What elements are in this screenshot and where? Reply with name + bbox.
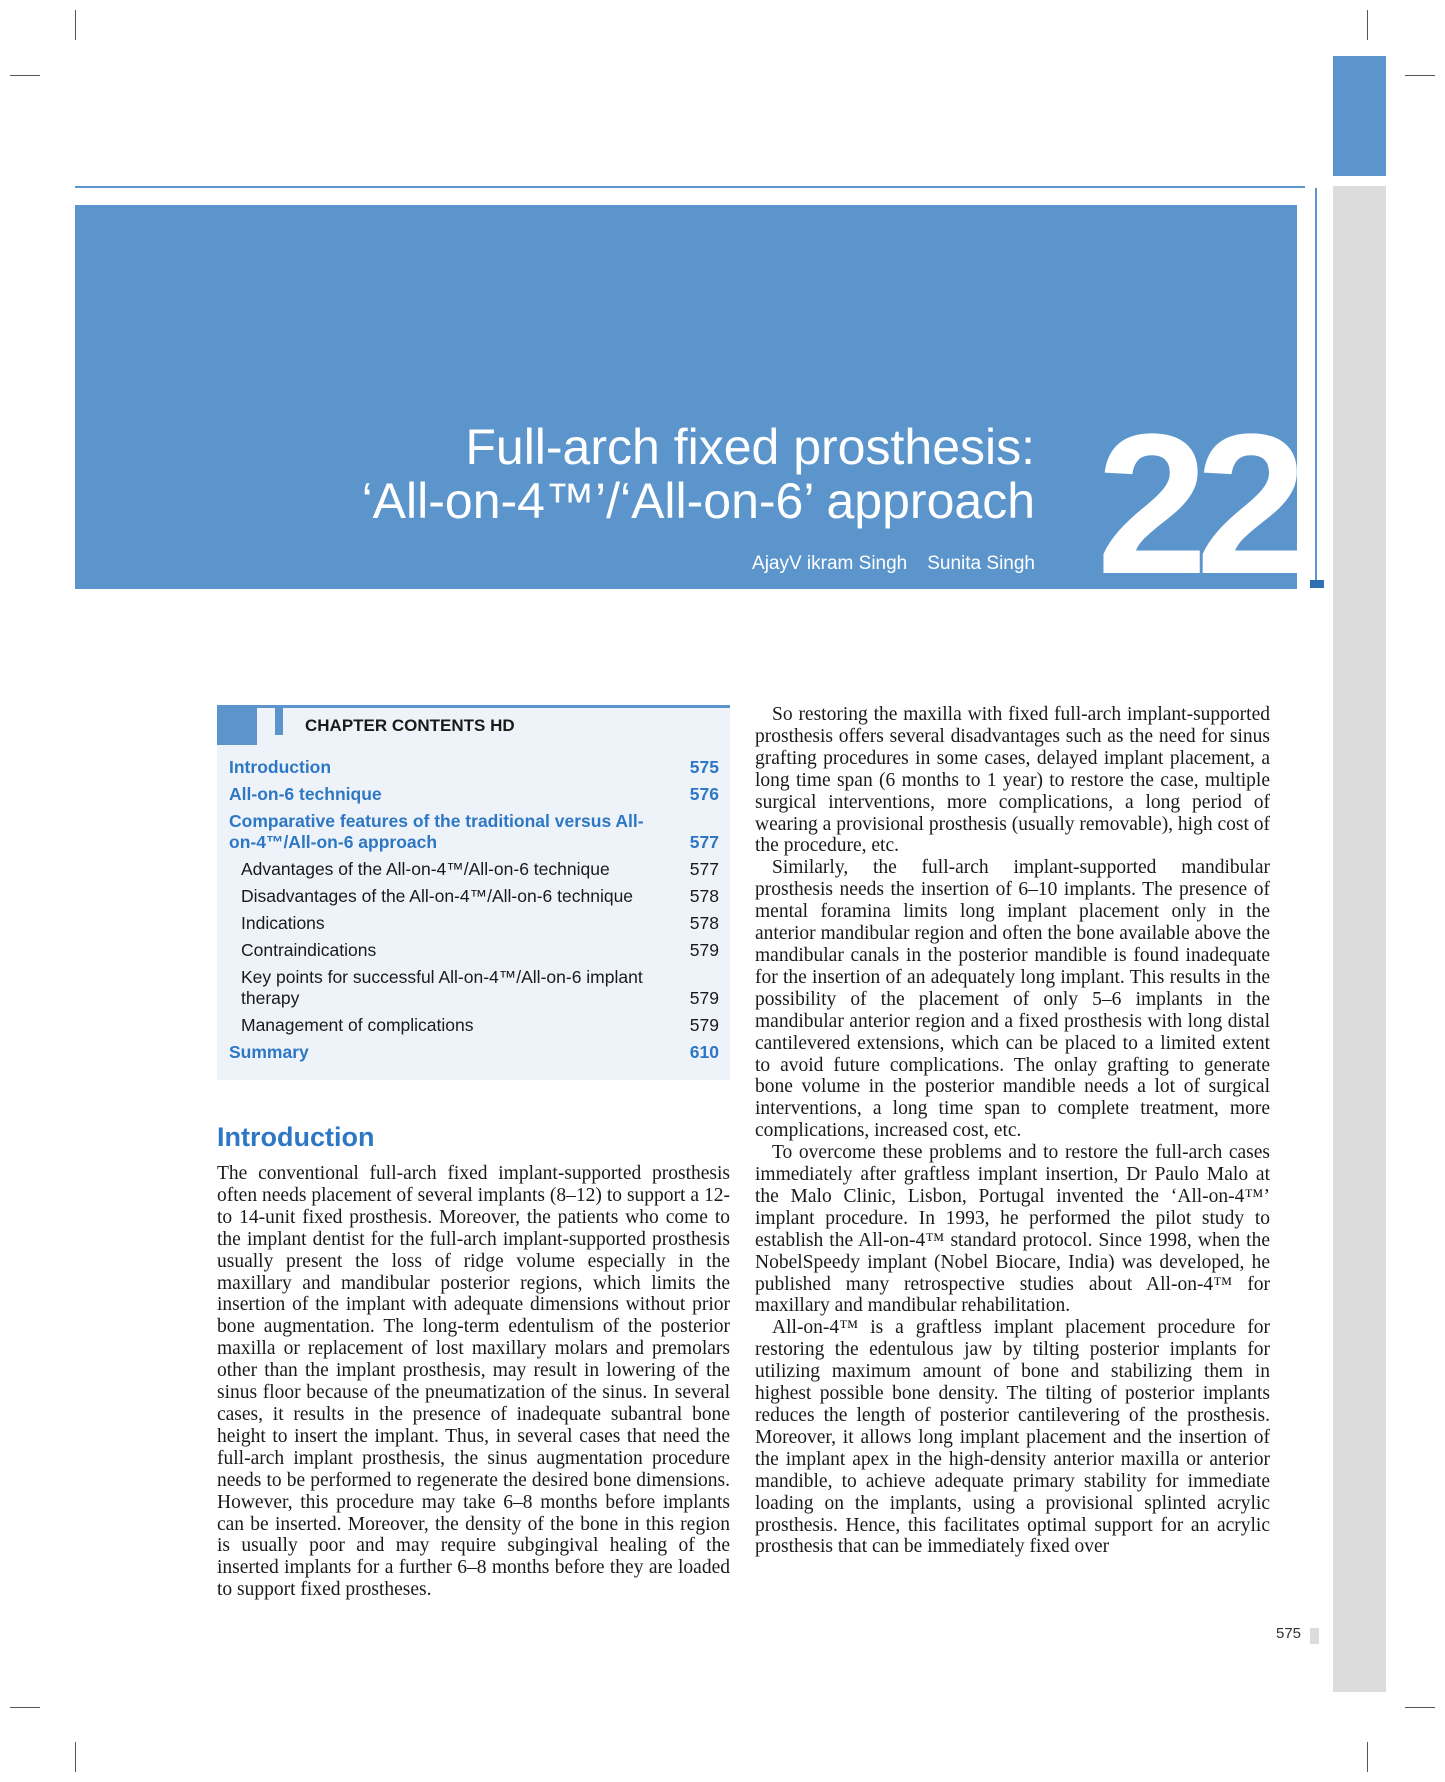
crop-mark: [1367, 10, 1368, 40]
body-paragraph: All-on-4™ is a graftless implant placement procedure for restoring the edentulous jaw by tilting posterior implants for utilizing maximum amount of bone and stabilizing them in highest possible bone density. The tilting of posterior implants reduces the length of posterior cantilevering of the prosthesis. Moreover, it allows long implant placement and the insertion of the implant apex in the high-density anterior maxilla or anterior mandible, to achieve adequate primary stability for immediate loading on the implants, using a provisional splinted acrylic prosthesis. Hence, this facilitates optimal support for an acrylic prosthesis that can be immediately fixed over: [755, 1317, 1270, 1558]
banner-marker: [1310, 580, 1324, 588]
chapter-contents-box: [217, 705, 730, 1080]
toc-entry-introduction[interactable]: Introduction 575: [229, 757, 719, 777]
chapter-title-line-2: ‘All-on-4™’/‘All-on-6’ approach: [361, 473, 1035, 529]
crop-mark: [10, 75, 40, 76]
contents-list: [229, 757, 719, 1069]
left-column: [217, 1163, 730, 1601]
contents-heading: CHAPTER CONTENTS HD: [305, 716, 515, 735]
chapter-title: [362, 420, 1035, 528]
toc-entry-comparative-features[interactable]: Comparative features of the traditional versus All-on-4™/All-on-6 approach 577: [229, 811, 719, 852]
header-rule: [75, 186, 1305, 188]
author-name: AjayV ikram Singh: [752, 553, 908, 574]
banner-vertical-rule: [1315, 188, 1317, 580]
author-name: Sunita Singh: [927, 553, 1035, 574]
body-paragraph: Similarly, the full-arch implant-supported mandibular prosthesis needs the insertion of 6–10 implants. The presence of mental foramina limits long implant placement only in the anterior mandibular region and often the bone available above the mandibular canals in the posterior mandible is found inadequate for the insertion of an adequately long implant. This results in the possibility of the placement of only 5–6 implants in the mandibular anterior region and a fixed prosthesis with long distal cantilevered extensions, which can be placed to a limited extent to avoid future complications. The onlay grafting to generate bone volume in the posterior mandible needs a lot of surgical interventions, a long time span to complete treatment, more complications, increased cost, etc.: [755, 857, 1270, 1142]
folio-marker: [1310, 1628, 1319, 1644]
crop-mark: [1405, 75, 1435, 76]
toc-entry-management-of-complications[interactable]: Management of complications 579: [241, 1015, 719, 1035]
contents-tab-bar: [275, 705, 283, 735]
chapter-number: 22: [1096, 393, 1295, 616]
contents-tab-block: [217, 705, 257, 745]
toc-entry-advantages[interactable]: Advantages of the All-on-4™/All-on-6 technique 577: [241, 859, 719, 879]
chapter-tab: [1333, 56, 1386, 176]
page-number: 575: [1276, 1625, 1302, 1642]
crop-mark: [1367, 1742, 1368, 1772]
chapter-authors: [752, 553, 1035, 575]
right-column: [755, 704, 1270, 1558]
toc-entry-indications[interactable]: Indications 578: [241, 913, 719, 933]
toc-entry-disadvantages[interactable]: Disadvantages of the All-on-4™/All-on-6 technique 578: [241, 886, 719, 906]
section-heading-introduction: Introduction: [217, 1122, 375, 1152]
toc-entry-contraindications[interactable]: Contraindications 579: [241, 940, 719, 960]
chapter-banner: [75, 205, 1297, 616]
crop-mark: [75, 1742, 76, 1772]
sidebar-bar: [1333, 186, 1386, 1692]
intro-paragraph: The conventional full-arch fixed implant-supported prosthesis often needs placement of several implants (8–12) to support a 12- to 14-unit fixed prosthesis. Moreover, the patients who come to the implant dentist for the full-arch implant-supported prosthesis usually present the loss of ridge volume especially in the maxillary and mandibular posterior regions, which limits the insertion of the implant with adequate dimensions without prior bone augmentation. The long-term edentulism of the posterior maxilla or replacement of lost maxillary molars and premolars other than the implant prosthesis, may result in lowering of the sinus floor because of the pneumatization of the sinus. In several cases, it results in the presence of inadequate subantral bone height to insert the implant. Thus, in several cases that need the full-arch implant prosthesis, the sinus augmentation procedure needs to be performed to regenerate the desired bone dimensions. However, this procedure may take 6–8 months before implants can be inserted. Moreover, the density of the bone in this region is usually poor and may require subgingival healing of the inserted implants for a further 6–8 months before they are loaded to support fixed prostheses.: [217, 1163, 730, 1601]
chapter-title-line-1: Full-arch fixed prosthesis:: [465, 419, 1035, 475]
crop-mark: [10, 1707, 40, 1708]
contents-top-rule: [257, 705, 730, 708]
body-paragraph: So restoring the maxilla with fixed full-arch implant-supported prosthesis offers several disadvantages such as the need for sinus grafting procedures in some cases, delayed implant placement, a long time span (6 months to 1 year) to restore the case, multiple surgical interventions, more complications, a long period of wearing a provisional prosthesis (usually removable), high cost of the procedure, etc.: [755, 704, 1271, 857]
toc-entry-key-points[interactable]: Key points for successful All-on-4™/All-on-6 implant therapy 579: [241, 967, 719, 1008]
toc-entry-all-on-6-technique[interactable]: All-on-6 technique 576: [229, 784, 719, 804]
toc-entry-summary[interactable]: Summary 610: [229, 1042, 719, 1062]
body-paragraph: To overcome these problems and to restore the full-arch cases immediately after graftless implant insertion, Dr Paulo Malo at the Malo Clinic, Lisbon, Portugal invented the ‘All-on-4™’ implant procedure. In 1993, he performed the pilot study to establish the All-on-4™ standard protocol. Since 1998, when the NobelSpeedy implant (Nobel Biocare, India) was developed, he published many retrospective studies about All-on-4™ for maxillary and mandibular rehabilitation.: [755, 1142, 1270, 1317]
crop-mark: [1405, 1707, 1435, 1708]
crop-mark: [75, 10, 76, 40]
